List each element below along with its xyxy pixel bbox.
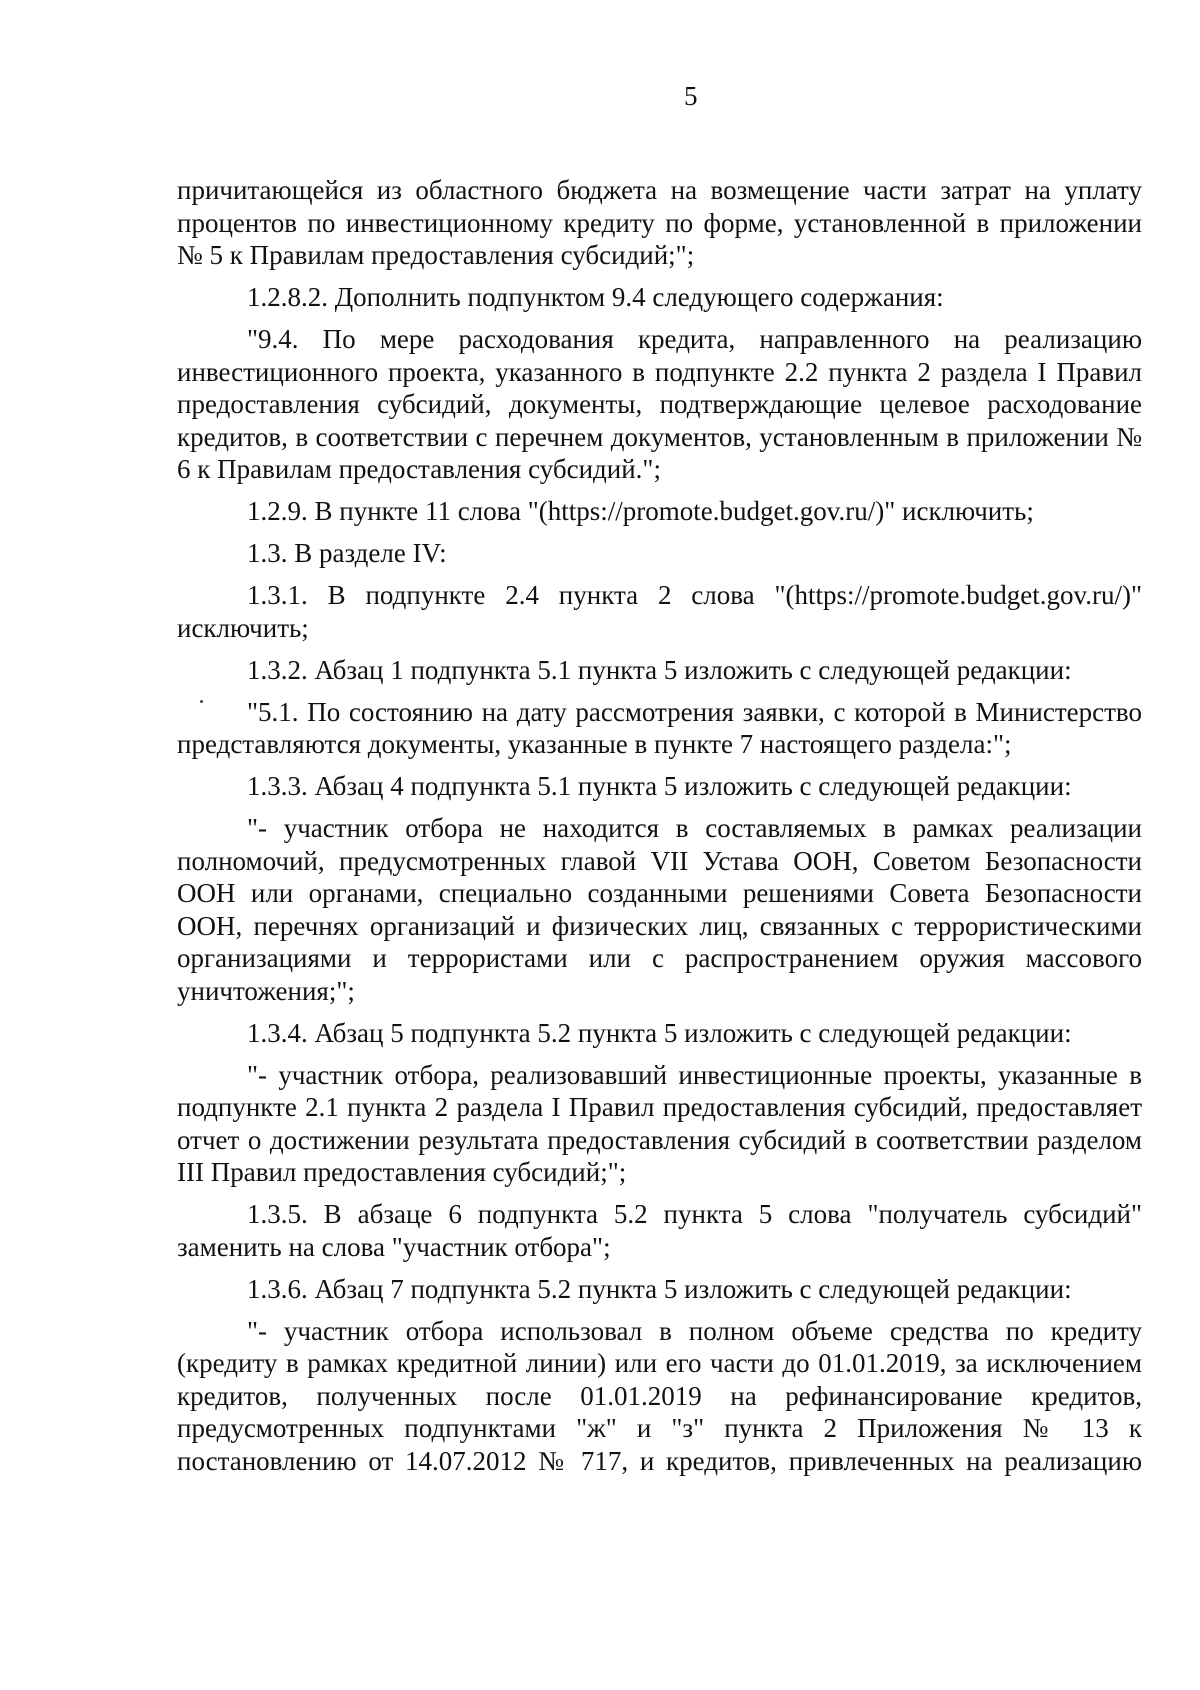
- paragraph-1-2-9: 1.2.9. В пункте 11 слова "(https://promote.budget.gov.ru/)" исключить;: [247, 496, 1034, 526]
- paragraph-quote-5-1: "5.1. По состоянию на дату рассмотрения заявки, с которой в Министерство представляются документы, указанные в пункте 7 настоящего раздела:";: [177, 696, 1142, 759]
- paragraph-1-3-1: 1.3.1. В подпункте 2.4 пункта 2 слова "(https://promote.budget.gov.ru/)" исключить;: [177, 580, 1142, 643]
- paragraph-1-3-4: 1.3.4. Абзац 5 подпункта 5.2 пункта 5 изложить с следующей редакции:: [247, 1017, 1072, 1048]
- paragraph-continuation: причитающейся из областного бюджета на возмещение части затрат на уплату процентов по инвестиционному кредиту по форме, установленной в приложении № 5 к Правилам предоставления субсидий;";: [177, 175, 1142, 270]
- paragraph-1-3-2: 1.3.2. Абзац 1 подпункта 5.1 пункта 5 изложить с следующей редакции:: [247, 654, 1072, 685]
- paragraph-1-3: 1.3. В разделе IV:: [247, 538, 447, 568]
- paragraph-quote-credit: "- участник отбора использовал в полном объеме средства по кредиту (кредиту в рамках кредитной линии) или его части до 01.01.2019, за исключением кредитов, полученных после 01.01.2019 на рефинансирование кредитов, предусмотренных подпунктами "ж" и "з" пункта 2 Приложения № 13 к постановлению от 14.07.2012 № 717, и кредитов, привлеченных на реализацию: [177, 1315, 1142, 1476]
- scan-speck: [200, 700, 203, 703]
- paragraph-1-3-3: 1.3.3. Абзац 4 подпункта 5.1 пункта 5 изложить с следующей редакции:: [247, 771, 1072, 801]
- paragraph-1-3-6: 1.3.6. Абзац 7 подпункта 5.2 пункта 5 изложить с следующей редакции:: [247, 1273, 1072, 1304]
- paragraph-quote-report: "- участник отбора, реализовавший инвестиционные проекты, указанные в подпункте 2.1 пункта 2 раздела I Правил предоставления субсидий, предоставляет отчет о достижении результата предоставления субсидий в соответствии разделом III Правил предоставления субсидий;";: [177, 1059, 1142, 1187]
- paragraph-quote-9-4: "9.4. По мере расходования кредита, направленного на реализацию инвестиционного проекта, указанного в подпункте 2.2 пункта 2 раздела I Правил предоставления субсидий, документы, подтверждающие целевое расходование кредитов, в соответствии с перечнем документов, установленным в приложении № 6 к Правилам предоставления субсидий.";: [177, 324, 1142, 484]
- paragraph-1-2-8-2: 1.2.8.2. Дополнить подпунктом 9.4 следующего содержания:: [247, 282, 944, 312]
- paragraph-quote-un-list: "- участник отбора не находится в составляемых в рамках реализации полномочий, предусмотренных главой VII Устава ООН, Советом Безопасности ООН или органами, специально созданными решениями Совета Безопасности ООН, перечнях организаций и физических лиц, связанных с террористическими организациями и террористами или с распространением оружия массового уничтожения;";: [177, 813, 1142, 1006]
- paragraph-1-3-5: 1.3.5. В абзаце 6 подпункта 5.2 пункта 5 слова "получатель субсидий" заменить на слова "участник отбора";: [177, 1199, 1142, 1262]
- document-body: [177, 174, 1142, 1487]
- page-number: 5: [684, 81, 698, 111]
